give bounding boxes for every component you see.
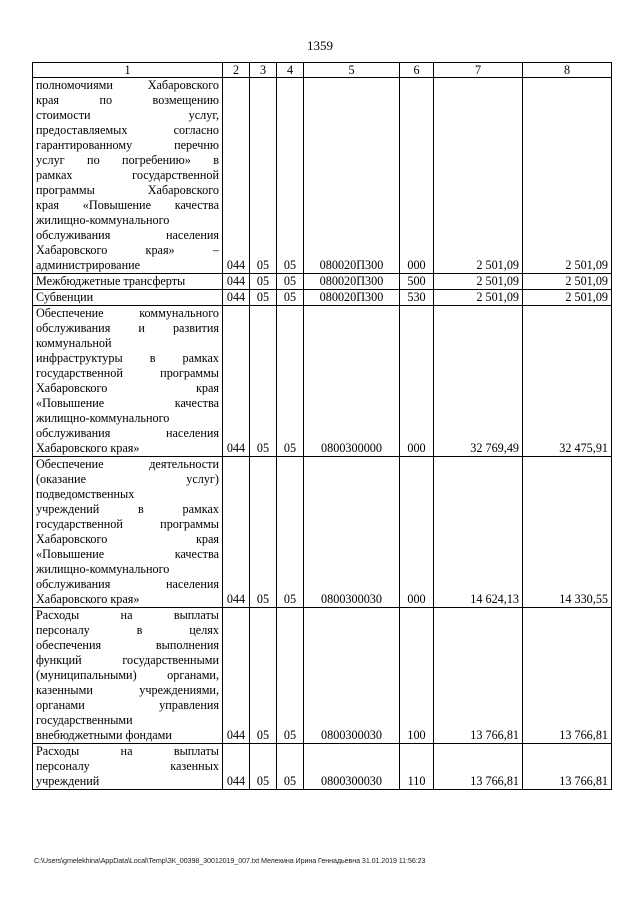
target-article-code: 080020П300: [304, 290, 400, 306]
description-line: органами управления: [36, 698, 219, 712]
amount-2020: 14 330,55: [523, 457, 612, 608]
description-line: Хабаровского края»: [36, 441, 140, 455]
amount-2019: 14 624,13: [434, 457, 523, 608]
subsection-code: 05: [277, 608, 304, 744]
header-cell: 8: [523, 63, 612, 78]
description-line: инфраструктуры в рамках: [36, 351, 219, 365]
target-article-code: 0800300030: [304, 744, 400, 790]
description-line: казенными учреждениями,: [36, 683, 219, 697]
row-description: [33, 457, 223, 608]
description-line: услуг по погребению» в: [36, 153, 219, 167]
target-article-code: 080020П300: [304, 274, 400, 290]
header-cell: 7: [434, 63, 523, 78]
target-article-code: 0800300000: [304, 306, 400, 457]
section-code: 05: [250, 274, 277, 290]
header-cell: 2: [223, 63, 250, 78]
table-row: [33, 290, 612, 306]
description-line: Обеспечение коммунального: [36, 306, 219, 320]
expense-type-code: 530: [400, 290, 434, 306]
description-line: Межбюджетные трансферты: [36, 274, 186, 288]
header-cell: 6: [400, 63, 434, 78]
header-cell: 3: [250, 63, 277, 78]
table-header-row: [33, 63, 612, 78]
page-number: 1359: [307, 38, 333, 53]
description-line: Субвенции: [36, 290, 94, 304]
amount-2019: 2 501,09: [434, 274, 523, 290]
expense-type-code: 500: [400, 274, 434, 290]
description-line: обслуживания и развития: [36, 321, 219, 335]
description-line: жилищно-коммунального: [36, 213, 170, 227]
description-line: жилищно-коммунального: [36, 411, 170, 425]
description-line: Расходы на выплаты: [36, 608, 219, 622]
amount-2020: 2 501,09: [523, 78, 612, 274]
header-cell: 1: [33, 63, 223, 78]
subsection-code: 05: [277, 457, 304, 608]
grbs-code: 044: [223, 457, 250, 608]
description-line: обслуживания населения: [36, 577, 219, 591]
description-line: Расходы на выплаты: [36, 744, 219, 758]
expense-type-code: 000: [400, 78, 434, 274]
description-line: внебюджетными фондами: [36, 728, 172, 742]
description-line: функций государственными: [36, 653, 219, 667]
expense-type-code: 100: [400, 608, 434, 744]
description-line: Хабаровского края: [36, 381, 219, 395]
description-line: рамках государственной: [36, 168, 219, 182]
description-line: программы Хабаровского: [36, 183, 219, 197]
row-description: [33, 608, 223, 744]
row-description: [33, 274, 223, 290]
amount-2019: 2 501,09: [434, 290, 523, 306]
description-line: гарантированному перечню: [36, 138, 219, 152]
subsection-code: 05: [277, 290, 304, 306]
section-code: 05: [250, 78, 277, 274]
description-line: администрирование: [36, 258, 141, 272]
description-line: государственной программы: [36, 366, 219, 380]
description-line: (муниципальными) органами,: [36, 668, 219, 682]
description-line: подведомственных: [36, 487, 135, 501]
table-row: [33, 78, 612, 274]
table-row: [33, 744, 612, 790]
table-row: [33, 457, 612, 608]
expense-type-code: 000: [400, 306, 434, 457]
amount-2020: 13 766,81: [523, 608, 612, 744]
subsection-code: 05: [277, 744, 304, 790]
description-line: персоналу в целях: [36, 623, 219, 637]
description-line: «Повышение качества: [36, 396, 219, 410]
description-line: коммунальной: [36, 336, 112, 350]
description-line: учреждений в рамках: [36, 502, 219, 516]
header-cell: 5: [304, 63, 400, 78]
description-line: государственными: [36, 713, 133, 727]
description-line: края «Повышение качества: [36, 198, 219, 212]
amount-2020: 32 475,91: [523, 306, 612, 457]
description-line: обслуживания населения: [36, 426, 219, 440]
target-article-code: 080020П300: [304, 78, 400, 274]
subsection-code: 05: [277, 274, 304, 290]
description-line: «Повышение качества: [36, 547, 219, 561]
section-code: 05: [250, 290, 277, 306]
amount-2020: 2 501,09: [523, 274, 612, 290]
grbs-code: 044: [223, 290, 250, 306]
description-line: Хабаровского края»: [36, 592, 140, 606]
file-path-footer: C:\Users\gmelekhina\AppData\Local\Temp\ЗК_00398_30012019_007.txt Мелехина Ирина Геннадьевна 31.01.2019 11:56:23: [34, 856, 426, 865]
expense-type-code: 110: [400, 744, 434, 790]
section-code: 05: [250, 457, 277, 608]
description-line: персоналу казенных: [36, 759, 219, 773]
table-row: [33, 306, 612, 457]
description-line: предоставляемых согласно: [36, 123, 219, 137]
section-code: 05: [250, 306, 277, 457]
description-line: Хабаровского края: [36, 532, 219, 546]
amount-2020: 13 766,81: [523, 744, 612, 790]
grbs-code: 044: [223, 306, 250, 457]
budget-table: [32, 62, 612, 790]
table-row: [33, 608, 612, 744]
row-description: [33, 290, 223, 306]
description-line: Обеспечение деятельности: [36, 457, 219, 471]
amount-2019: 13 766,81: [434, 744, 523, 790]
description-line: края по возмещению: [36, 93, 219, 107]
section-code: 05: [250, 744, 277, 790]
description-line: учреждений: [36, 774, 100, 788]
target-article-code: 0800300030: [304, 457, 400, 608]
amount-2020: 2 501,09: [523, 290, 612, 306]
subsection-code: 05: [277, 306, 304, 457]
description-line: Хабаровского края» –: [36, 243, 219, 257]
grbs-code: 044: [223, 744, 250, 790]
row-description: [33, 744, 223, 790]
expense-type-code: 000: [400, 457, 434, 608]
row-description: [33, 306, 223, 457]
amount-2019: 2 501,09: [434, 78, 523, 274]
description-line: полномочиями Хабаровского: [36, 78, 219, 92]
description-line: (оказание услуг): [36, 472, 219, 486]
amount-2019: 13 766,81: [434, 608, 523, 744]
target-article-code: 0800300030: [304, 608, 400, 744]
description-line: стоимости услуг,: [36, 108, 219, 122]
description-line: жилищно-коммунального: [36, 562, 170, 576]
description-line: государственной программы: [36, 517, 219, 531]
grbs-code: 044: [223, 608, 250, 744]
grbs-code: 044: [223, 78, 250, 274]
subsection-code: 05: [277, 78, 304, 274]
grbs-code: 044: [223, 274, 250, 290]
description-line: обслуживания населения: [36, 228, 219, 242]
description-line: обеспечения выполнения: [36, 638, 219, 652]
row-description: [33, 78, 223, 274]
amount-2019: 32 769,49: [434, 306, 523, 457]
header-cell: 4: [277, 63, 304, 78]
section-code: 05: [250, 608, 277, 744]
table-row: [33, 274, 612, 290]
